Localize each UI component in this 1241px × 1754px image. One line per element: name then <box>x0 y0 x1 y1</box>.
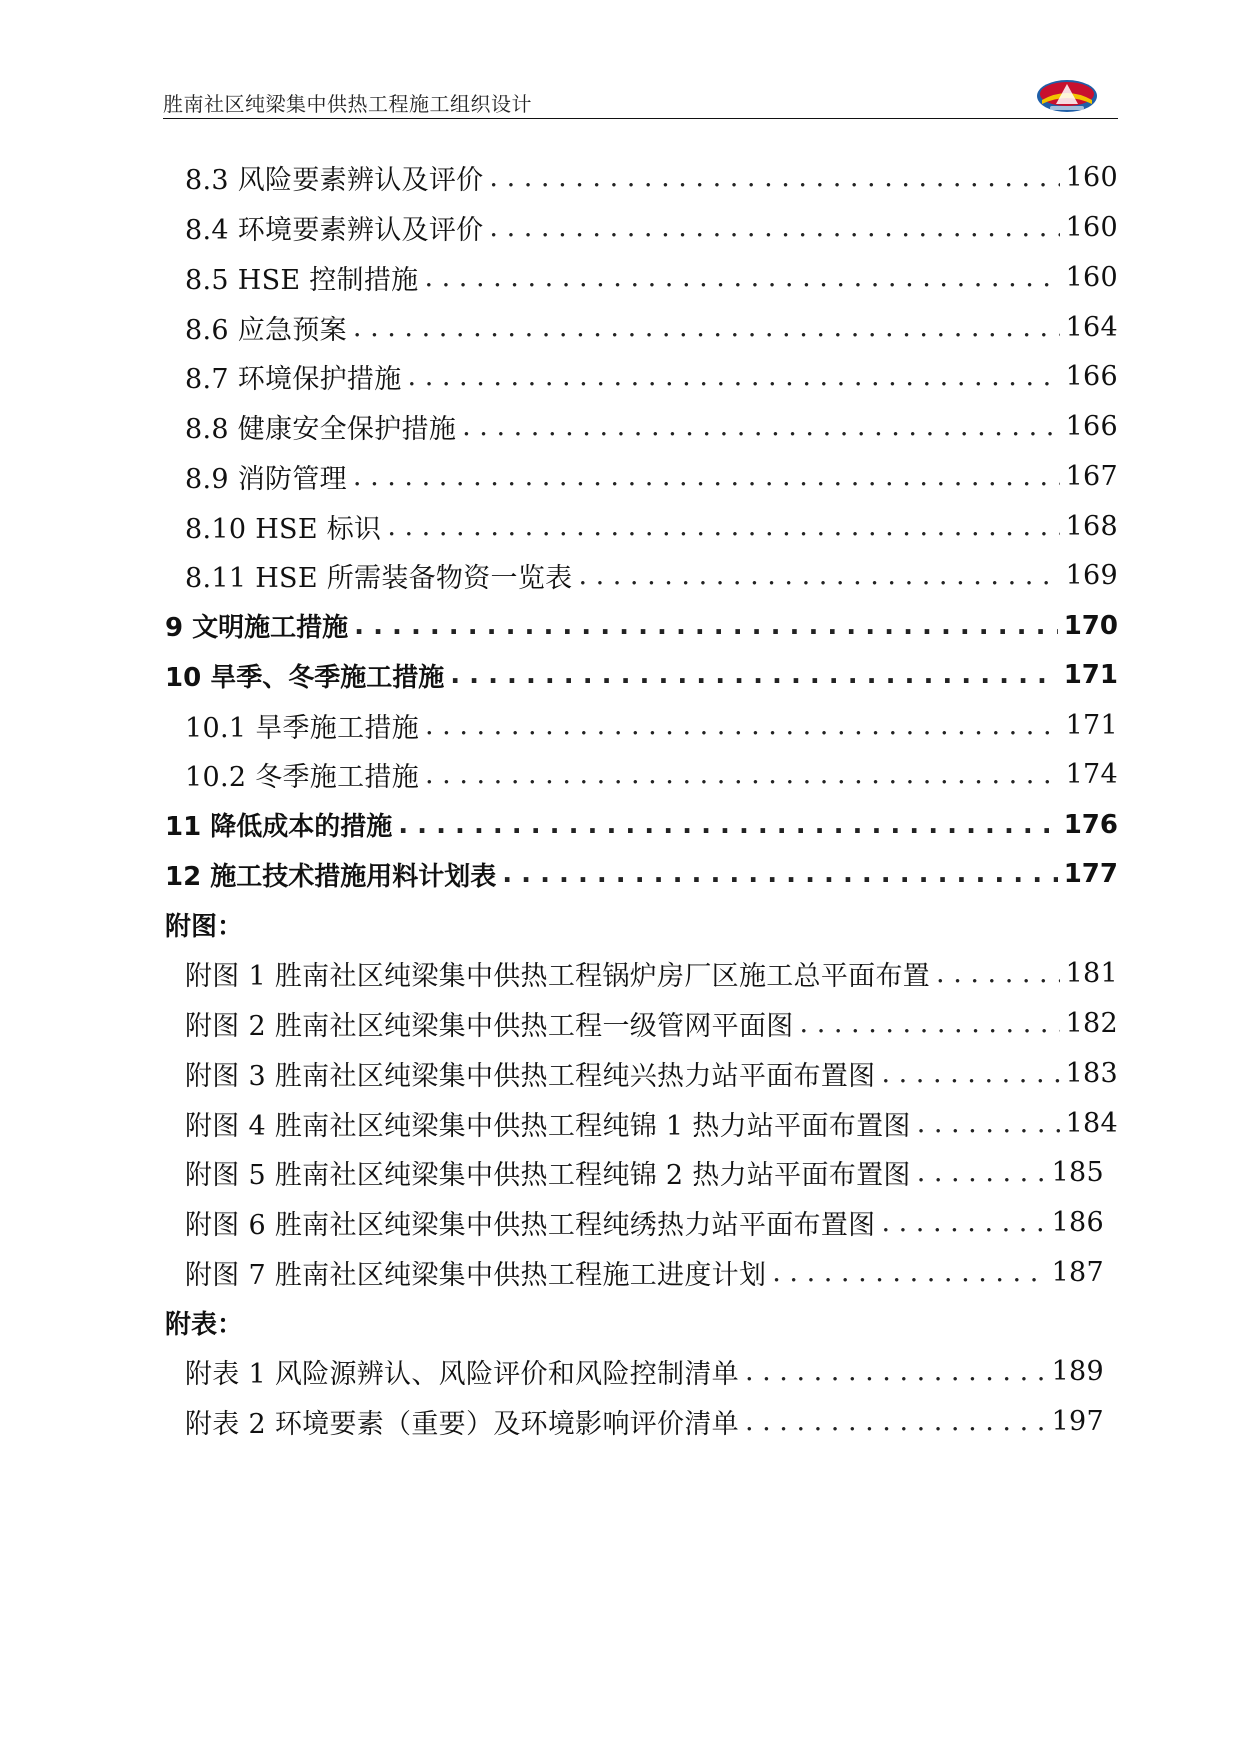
toc-dot-leader <box>489 212 1059 243</box>
toc-page-number: 186 <box>1051 1207 1104 1239</box>
toc-entry[interactable] <box>163 402 1118 452</box>
toc-page-number: 187 <box>1051 1256 1104 1288</box>
toc-section-heading <box>163 899 1118 949</box>
toc-entry-label: 12 施工技术措施用料计划表 <box>165 861 497 892</box>
toc-entry[interactable] <box>163 551 1118 601</box>
toc-page-number: 168 <box>1065 510 1118 542</box>
toc-entry[interactable] <box>163 1248 1118 1298</box>
company-logo-icon <box>1036 78 1098 114</box>
toc-entry[interactable] <box>163 1347 1118 1397</box>
page-header <box>163 78 1118 122</box>
toc-entry-label: 8.11 HSE 所需装备物资一览表 <box>185 563 573 595</box>
toc-page-number: 164 <box>1065 311 1118 343</box>
toc-entry-label: 8.3 风险要素辨认及评价 <box>185 165 484 197</box>
toc-entry-label: 附图 4 胜南社区纯梁集中供热工程纯锦 1 热力站平面布置图 <box>185 1110 911 1142</box>
toc-entry-label: 附图 5 胜南社区纯梁集中供热工程纯锦 2 热力站平面布置图 <box>185 1160 911 1192</box>
toc-entry-label: 附图 6 胜南社区纯梁集中供热工程纯绣热力站平面布置图 <box>185 1210 876 1242</box>
toc-dot-leader <box>424 262 1059 293</box>
toc-entry[interactable] <box>163 1397 1118 1447</box>
toc-entry-label: 8.8 健康安全保护措施 <box>185 414 457 446</box>
toc-entry[interactable] <box>163 253 1118 303</box>
toc-page-number: 166 <box>1065 361 1118 393</box>
toc-entry-label: 9 文明施工措施 <box>165 613 349 644</box>
toc-entry-label: 8.5 HSE 控制措施 <box>185 264 419 296</box>
toc-entry-label: 附图 3 胜南社区纯梁集中供热工程纯兴热力站平面布置图 <box>185 1060 876 1092</box>
toc-entry-label: 附图 1 胜南社区纯梁集中供热工程锅炉房厂区施工总平面布置 <box>185 961 931 993</box>
toc-dot-leader <box>917 1157 1046 1188</box>
toc-entry[interactable] <box>163 999 1118 1049</box>
toc-dot-leader <box>745 1356 1046 1387</box>
toc-entry-label: 8.7 环境保护措施 <box>185 364 402 396</box>
toc-entry[interactable] <box>163 800 1118 850</box>
toc-section-heading <box>163 1297 1118 1347</box>
toc-entry[interactable] <box>163 452 1118 502</box>
toc-dot-leader <box>772 1257 1045 1288</box>
toc-entry[interactable] <box>163 949 1118 999</box>
toc-entry-label: 附表： <box>165 1309 244 1340</box>
toc-entry[interactable] <box>163 1098 1118 1148</box>
toc-dot-leader <box>462 411 1059 442</box>
toc-page-number: 189 <box>1051 1356 1104 1388</box>
toc-entry-label: 附表 2 环境要素（重要）及环境影响评价清单 <box>185 1409 739 1441</box>
toc-entry[interactable] <box>163 1049 1118 1099</box>
toc-entry-label: 附图： <box>165 911 244 942</box>
document-title: 胜南社区纯梁集中供热工程施工组织设计 <box>163 92 532 116</box>
toc-entry-label: 10 旱季、冬季施工措施 <box>165 662 445 693</box>
toc-entry[interactable] <box>163 700 1118 750</box>
toc-dot-leader <box>917 1108 1060 1139</box>
toc-dot-leader <box>800 1008 1060 1039</box>
toc-page-number: 171 <box>1065 709 1118 741</box>
toc-dot-leader <box>881 1207 1045 1238</box>
toc-entry[interactable] <box>163 601 1118 651</box>
toc-entry-label: 11 降低成本的措施 <box>165 812 393 843</box>
toc-dot-leader <box>936 958 1060 989</box>
toc-dot-leader <box>502 859 1057 889</box>
toc-entry[interactable] <box>163 651 1118 701</box>
toc-page-number: 184 <box>1065 1107 1118 1139</box>
toc-page-number: 197 <box>1051 1406 1104 1438</box>
toc-entry[interactable] <box>163 352 1118 402</box>
toc-page-number: 170 <box>1063 610 1118 641</box>
toc-entry[interactable] <box>163 1198 1118 1248</box>
toc-entry-label: 10.1 旱季施工措施 <box>185 712 419 744</box>
toc-dot-leader <box>398 810 1057 840</box>
table-of-contents <box>163 153 1118 1447</box>
toc-entry[interactable] <box>163 501 1118 551</box>
toc-dot-leader <box>450 660 1057 690</box>
toc-dot-leader <box>353 312 1060 343</box>
toc-entry[interactable] <box>163 850 1118 900</box>
toc-dot-leader <box>578 560 1059 591</box>
toc-page-number: 167 <box>1065 460 1118 492</box>
toc-dot-leader <box>408 361 1060 392</box>
toc-entry-label: 8.9 消防管理 <box>185 463 347 495</box>
toc-dot-leader <box>353 461 1060 492</box>
header-rule <box>163 118 1118 119</box>
toc-entry-label: 8.6 应急预案 <box>185 314 347 346</box>
toc-entry-label: 附图 2 胜南社区纯梁集中供热工程一级管网平面图 <box>185 1011 794 1043</box>
toc-page-number: 182 <box>1065 1008 1118 1040</box>
toc-page-number: 174 <box>1065 759 1118 791</box>
toc-entry[interactable] <box>163 1148 1118 1198</box>
toc-entry-label: 附表 1 风险源辨认、风险评价和风险控制清单 <box>185 1359 739 1391</box>
toc-entry-label: 10.2 冬季施工措施 <box>185 762 419 794</box>
toc-page-number: 160 <box>1065 162 1118 194</box>
toc-dot-leader <box>354 611 1058 641</box>
toc-page-number: 169 <box>1065 560 1118 592</box>
toc-dot-leader <box>489 162 1059 193</box>
toc-page-number: 171 <box>1063 660 1118 691</box>
toc-page-number: 160 <box>1065 261 1118 293</box>
toc-dot-leader <box>425 710 1060 741</box>
toc-page-number: 176 <box>1063 809 1118 840</box>
toc-entry[interactable] <box>163 750 1118 800</box>
toc-dot-leader <box>425 759 1060 790</box>
toc-dot-leader <box>745 1406 1046 1437</box>
toc-dot-leader <box>881 1058 1059 1089</box>
toc-entry-label: 8.4 环境要素辨认及评价 <box>185 215 484 247</box>
toc-page-number: 181 <box>1065 958 1118 990</box>
toc-page-number: 160 <box>1065 212 1118 244</box>
toc-entry-label: 8.10 HSE 标识 <box>185 513 382 545</box>
toc-page-number: 166 <box>1065 411 1118 443</box>
toc-entry-label: 附图 7 胜南社区纯梁集中供热工程施工进度计划 <box>185 1259 767 1291</box>
toc-entry[interactable] <box>163 153 1118 203</box>
toc-dot-leader <box>387 511 1059 542</box>
toc-entry[interactable] <box>163 203 1118 253</box>
toc-page-number: 185 <box>1051 1157 1104 1189</box>
toc-page-number: 177 <box>1063 859 1118 890</box>
toc-entry[interactable] <box>163 302 1118 352</box>
toc-page-number: 183 <box>1065 1057 1118 1089</box>
